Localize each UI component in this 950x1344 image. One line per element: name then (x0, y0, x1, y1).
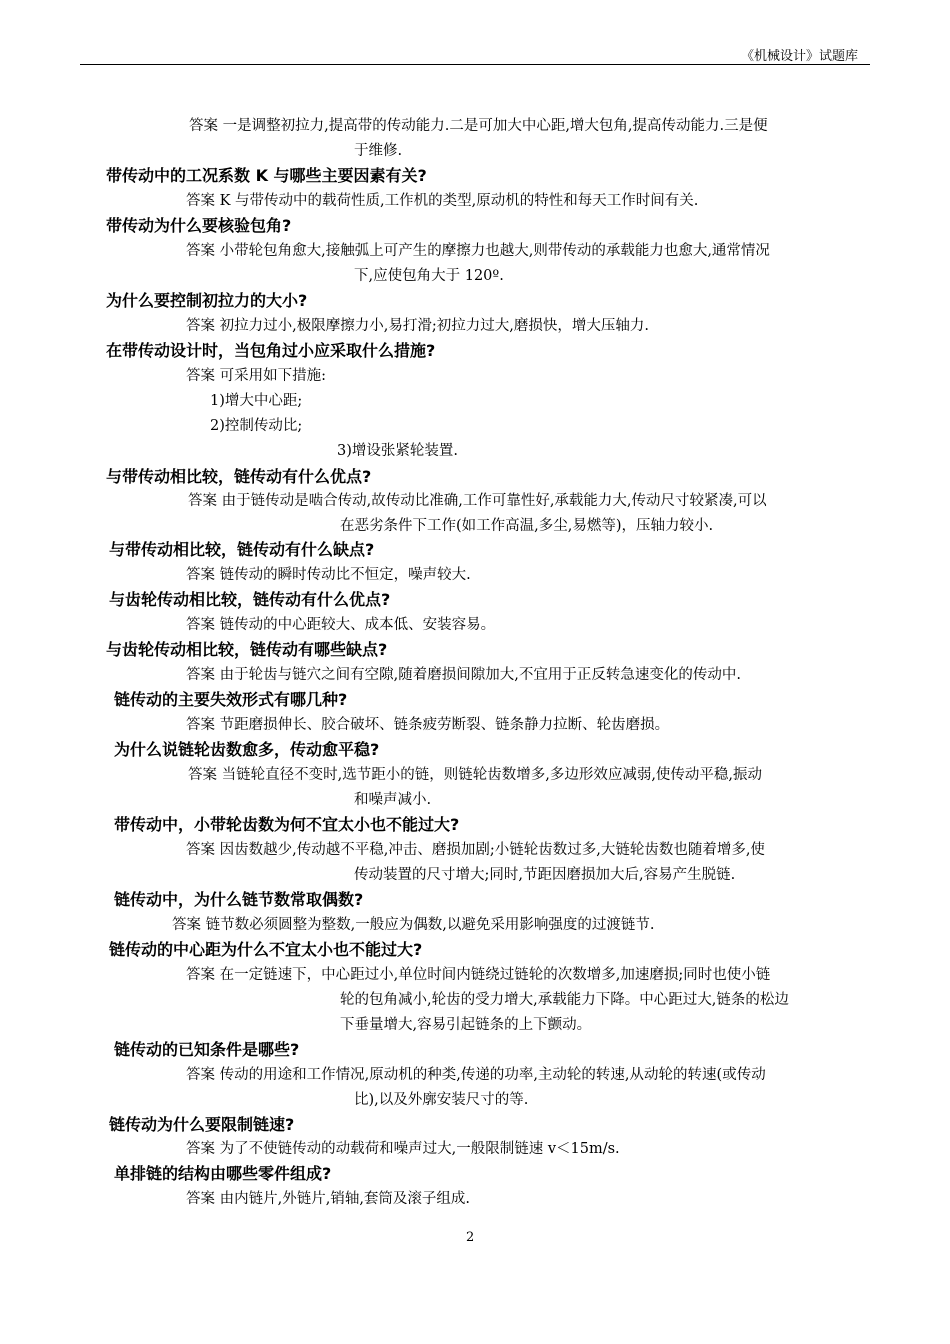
answer-text: 传动装置的尺寸增大;同时,节距因磨损加大后,容易产生脱链. (354, 867, 736, 883)
question-heading: 链传动为什么要限制链速? (109, 1115, 295, 1134)
answer-text: 答案 在一定链速下，中心距过小,单位时间内链绕过链轮的次数增多,加速磨损;同时也使小链 (186, 967, 771, 983)
answer-text: 和噪声减小. (354, 792, 432, 808)
answer-text: 答案 由于链传动是啮合传动,故传动比准确,工作可靠性好,承载能力大,传动尺寸较紧凑,可以 (188, 493, 767, 509)
answer-text: 于维修. (354, 143, 403, 159)
page-header (80, 44, 870, 65)
answer-text: 答案 当链轮直径不变时,选节距小的链，则链轮齿数增多,多边形效应减弱,使传动平稳,振动 (188, 767, 763, 783)
answer-text: 答案 链传动的瞬时传动比不恒定，噪声较大. (186, 567, 471, 583)
answer-text: 答案 节距磨损伸长、胶合破坏、链条疲劳断裂、链条静力拉断、轮齿磨损。 (186, 717, 670, 733)
question-heading: 带传动中的工况系数 K 与哪些主要因素有关? (106, 166, 427, 185)
answer-text: 答案 因齿数越少,传动越不平稳,冲击、磨损加剧;小链轮齿数过多,大链轮齿数也随着增多,使 (186, 842, 765, 858)
answer-text: 答案 一是调整初拉力,提高带的传动能力.二是可加大中心距,增大包角,提高传动能力.三是便 (189, 118, 768, 134)
answer-text: 3)增设张紧轮装置. (337, 443, 458, 459)
question-heading: 与带传动相比较，链传动有什么优点? (106, 467, 372, 486)
question-heading: 与带传动相比较，链传动有什么缺点? (109, 540, 375, 559)
question-heading: 单排链的结构由哪些零件组成? (114, 1164, 332, 1183)
header-title: 《机械设计》试题库 (740, 49, 858, 64)
answer-text: 比),以及外廓安装尺寸的等. (354, 1092, 529, 1108)
question-heading: 链传动的已知条件是哪些? (114, 1040, 300, 1059)
answer-text: 答案 小带轮包角愈大,接触弧上可产生的摩擦力也越大,则带传动的承载能力也愈大,通常情况 (186, 243, 770, 259)
question-heading: 与齿轮传动相比较，链传动有哪些缺点? (106, 640, 388, 659)
question-heading: 链传动的中心距为什么不宜太小也不能过大? (109, 940, 423, 959)
page-number: 2 (466, 1230, 475, 1245)
answer-text: 下,应使包角大于 120º. (354, 268, 504, 284)
answer-text: 答案 链传动的中心距较大、成本低、安装容易。 (186, 617, 496, 633)
answer-text: 答案 为了不使链传动的动载荷和噪声过大,一般限制链速 v＜15m/s. (186, 1141, 620, 1157)
question-heading: 为什么要控制初拉力的大小? (106, 291, 308, 310)
question-heading: 带传动为什么要核验包角? (106, 216, 292, 235)
answer-text: 答案 初拉力过小,极限摩擦力小,易打滑;初拉力过大,磨损快，增大压轴力. (186, 318, 649, 334)
question-heading: 链传动的主要失效形式有哪几种? (114, 690, 348, 709)
answer-text: 答案 可采用如下措施: (186, 368, 326, 384)
answer-text: 2)控制传动比; (210, 418, 303, 434)
answer-text: 答案 传动的用途和工作情况,原动机的种类,传递的功率,主动轮的转速,从动轮的转速(或传动 (186, 1067, 766, 1083)
question-heading: 在带传动设计时，当包角过小应采取什么措施? (106, 341, 436, 360)
answer-text: 1)增大中心距; (210, 393, 303, 409)
answer-text: 答案 由内链片,外链片,销轴,套筒及滚子组成. (186, 1191, 471, 1207)
answer-text: 下垂量增大,容易引起链条的上下颤动。 (340, 1017, 592, 1033)
question-heading: 链传动中，为什么链节数常取偶数? (114, 890, 364, 909)
question-heading: 与齿轮传动相比较，链传动有什么优点? (109, 590, 391, 609)
answer-text: 在恶劣条件下工作(如工作高温,多尘,易燃等)，压轴力较小. (340, 518, 714, 534)
answer-text: 答案 由于轮齿与链穴之间有空隙,随着磨损间隙加大,不宜用于正反转急速变化的传动中. (186, 667, 741, 683)
question-heading: 带传动中，小带轮齿数为何不宜太小也不能过大? (114, 815, 460, 834)
answer-text: 答案 链节数必须圆整为整数,一般应为偶数,以避免采用影响强度的过渡链节. (172, 917, 655, 933)
answer-text: 答案 K 与带传动中的载荷性质,工作机的类型,原动机的特性和每天工作时间有关. (186, 193, 699, 209)
answer-text: 轮的包角减小,轮齿的受力增大,承载能力下降。中心距过大,链条的松边 (340, 992, 789, 1008)
question-heading: 为什么说链轮齿数愈多，传动愈平稳? (114, 740, 380, 759)
